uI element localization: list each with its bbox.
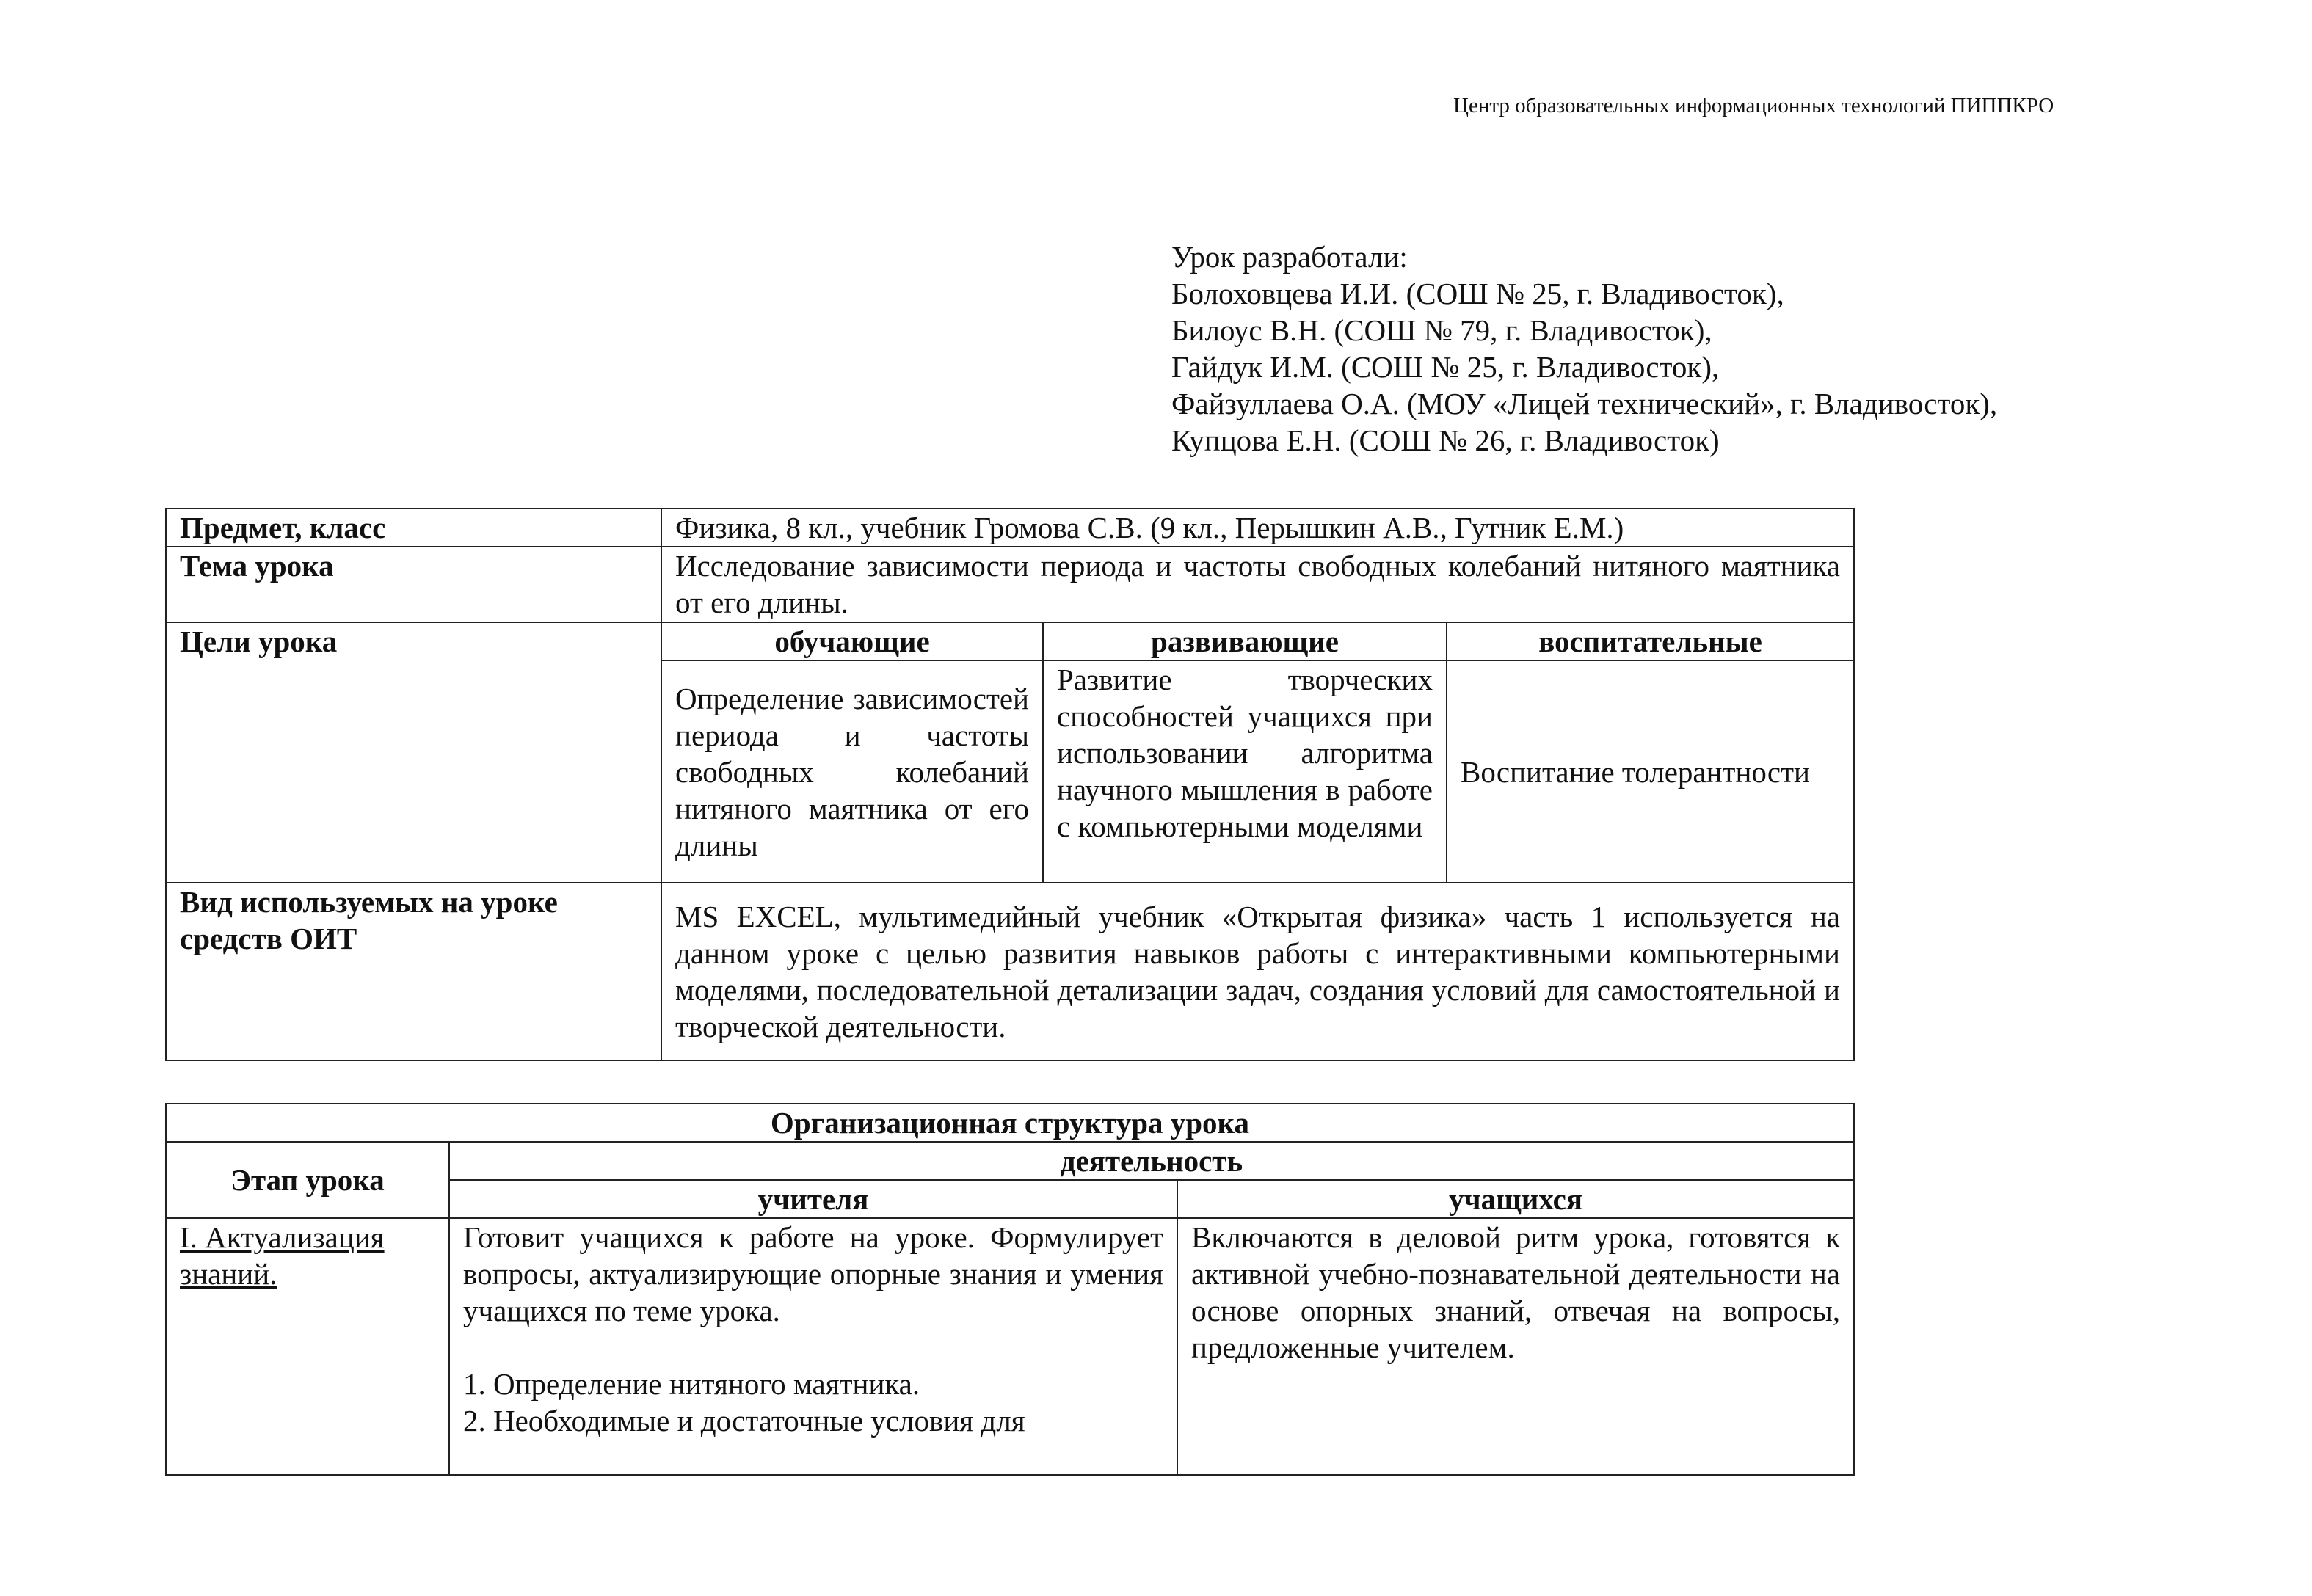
teacher-activity-cell bbox=[449, 1218, 1177, 1475]
teacher-header: учителя bbox=[449, 1180, 1177, 1218]
students-header: учащихся bbox=[1177, 1180, 1854, 1218]
activity-header: деятельность bbox=[449, 1142, 1854, 1180]
topic-value: Исследование зависимости периода и частоты свободных колебаний нитяного маятника от его длины. bbox=[661, 547, 1854, 622]
goal-developing-text: Развитие творческих способностей учащихся при использовании алгоритма научного мышления в работе с компьютерными моделями bbox=[1043, 660, 1447, 883]
lesson-structure-table bbox=[165, 1103, 1855, 1476]
tools-label: Вид используемых на уроке средств ОИТ bbox=[166, 883, 661, 1060]
topic-label: Тема урока bbox=[166, 547, 661, 622]
table-row bbox=[166, 1218, 1854, 1475]
organization-header: Центр образовательных информационных технологий ПИППКРО bbox=[1453, 94, 2054, 117]
author-line: Купцова Е.Н. (СОШ № 26, г. Владивосток) bbox=[1171, 423, 1720, 457]
author-line: Билоус В.Н. (СОШ № 79, г. Владивосток), bbox=[1171, 313, 1712, 347]
goal-teaching-text: Определение зависимостей периода и частоты свободных колебаний нитяного маятника от его длины bbox=[661, 660, 1043, 883]
author-line: Гайдук И.М. (СОШ № 25, г. Владивосток), bbox=[1171, 350, 1720, 384]
stage-name: I. Актуализация знаний. bbox=[180, 1220, 385, 1291]
goals-label: Цели урока bbox=[166, 622, 661, 883]
table-row bbox=[166, 883, 1854, 1060]
author-line: Файзуллаева О.А. (МОУ «Лицей технический», г. Владивосток), bbox=[1171, 387, 1998, 420]
lesson-info-table bbox=[165, 508, 1855, 1061]
teacher-list-item: 1. Определение нитяного маятника. bbox=[463, 1367, 920, 1401]
stage-header: Этап урока bbox=[166, 1142, 449, 1218]
table-row bbox=[166, 547, 1854, 622]
author-line: Болоховцева И.И. (СОШ № 25, г. Владивосток), bbox=[1171, 277, 1784, 310]
goals-header-teaching: обучающие bbox=[661, 622, 1043, 660]
authors-title: Урок разработали: bbox=[1171, 240, 1408, 274]
table-row bbox=[166, 1142, 1854, 1180]
table-row bbox=[166, 509, 1854, 547]
tools-value: MS EXCEL, мультимедийный учебник «Открытая физика» часть 1 используется на данном уроке с целью развития навыков работы с интерактивными компьютерными моделями, последовательной детализации задач, создания условий для самостоятельной и творческой деятельности. bbox=[661, 883, 1854, 1060]
table-row bbox=[166, 1104, 1854, 1142]
stage-cell bbox=[166, 1218, 449, 1475]
table-row bbox=[166, 622, 1854, 660]
goal-upbringing-text: Воспитание толерантности bbox=[1447, 660, 1854, 883]
students-activity-cell: Включаются в деловой ритм урока, готовятся к активной учебно-познавательной деятельности на основе опорных знаний, отвечая на вопросы, предложенные учителем. bbox=[1177, 1218, 1854, 1475]
subject-label: Предмет, класс bbox=[166, 509, 661, 547]
authors-block bbox=[1171, 238, 1997, 459]
goals-header-upbringing: воспитательные bbox=[1447, 622, 1854, 660]
teacher-list-item: 2. Необходимые и достаточные условия для bbox=[463, 1404, 1025, 1438]
teacher-activity-text: Готовит учащихся к работе на уроке. Формулирует вопросы, актуализирующие опорные знания и умения учащихся по теме урока. bbox=[463, 1220, 1163, 1327]
subject-value: Физика, 8 кл., учебник Громова С.В. (9 кл., Перышкин А.В., Гутник Е.М.) bbox=[661, 509, 1854, 547]
structure-title: Организационная структура урока bbox=[166, 1104, 1854, 1142]
goals-header-developing: развивающие bbox=[1043, 622, 1447, 660]
